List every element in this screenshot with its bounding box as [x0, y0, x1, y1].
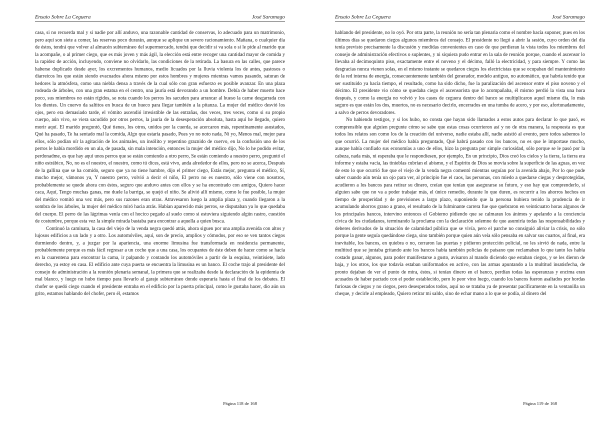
document-title: Ensaio Sobre La Ceguera — [335, 14, 391, 20]
author-name: José Saramago — [551, 14, 585, 20]
paragraph: No habiendo testigos, y si los hubo, no consta que hayan sido llamados a estos autos para declarar lo que pasó, es comprensible que alguien pregunte cómo se sabe que estas cosas ocurrieron así y no de otra manera, la respuesta es que todos los relatos son como los de la creación del universo, nadie estaba allí, nadie asistió al evento, pero todos sabemos lo que ocurrió. La mujer del médico había preguntado, Qué habrá pasado con los bancos, no es que le importase mucho, aunque había confiado sus economías a uno de ellos, hizo la pregunta por simple curiosidad, sólo porque se le pasó por la cabeza, nada más, ni esperaba que le respondiesen, por ejemplo, En un principio, Dios creó los cielos y la tierra, la tierra era informe y estaba vacía, las tinieblas cubrían el abismo, y el Espíritu de Dios se movía sobre la superficie de las aguas, en vez de esto lo que ocurrió fue que el viejo de la venda negra comentó mientras seguían por la avenida abajo, Por lo que pude saber cuando aún tenía un ojo para ver, al principio fue el caos, las personas, con miedo a quedarse ciegas y desprotegidas, acudieron a los bancos para retirar su dinero, creían que tenían que asegurarse su futuro, y eso hay que comprenderlo, si alguien sabe que no va a poder trabajar más, el único remedio, durante lo que duren, es recurrir a los ahorros hechos en tiempo de prosperidad y de previsiones a largo plazo, suponiendo que la persona hubiera tenido la prudencia de ir acumulando ahorros grano a grano, el resultado de la fulminante carrera fue que quebraron en veinticuatro horas algunos de los principales bancos, intervino entonces el Gobierno pidiendo que se calmaran los ánimos y apelando a la conciencia cívica de los ciudadanos, terminando la proclama con la declaración solemne de que asumiría todas las responsabilidades y deberes derivados de la situación de calamidad pública que se vivía, pero el parche no consiguió aliviar la crisis, no sólo porque la gente seguía quedándose ciega, sino también porque quien aún veía sólo pensaba en salvar sus cuartos, al final, era inevitable, los bancos, en quiebra o no, cerraron las puertas y pidieron protección policial, no les sirvió de nada, entre la multitud que se juntaba gritando ante los bancos había también policías de paisano que reclamaban lo que tanto les había costado ganar, algunos, para poder manifestarse a gusto, avisaron al mando diciendo que estaban ciegos, y se les dieron de baja, y los otros, los que todavía estaban uniformados en activo, con las armas apuntando a la multitud insatisfecha, de pronto dejaban de ver el punto de mira, éstos, si tenían dinero en el banco, perdían todas las esperanzas y encima eran acusados de haber pactado con el poder establecido, pero lo peor vino luego, cuando los bancos fueron asaltados por hordas furiosas de ciegos y no ciegos, pero desesperados todos, aquí no se trataba ya de presentar pacíficamente en la ventanilla un cheque, y decirle al empleado, Quiero retirar mi saldo, sino de echar mano a lo que se podía, al dinero del — [335, 117, 585, 297]
page-right — [300, 0, 600, 424]
page-body — [35, 30, 285, 402]
page-number: Página 118 de 168 — [223, 401, 257, 406]
page-footer — [335, 401, 585, 406]
page-body — [335, 30, 585, 402]
page-header — [335, 14, 585, 22]
page-number: Página 119 de 168 — [523, 401, 557, 406]
author-name: José Saramago — [251, 14, 285, 20]
document-title: Ensaio Sobre La Ceguera — [35, 14, 91, 20]
paragraph: hablando del presidente, no lo oyó. Por otra parte, la reunión no sería tan plenaria como el nombre hacía suponer, pues en los últimos días se quedaron ciegos algunos miembros del consejo. El presidente no llegó a abrir la sesión, cuyo orden del día tenía previsto precisamente la discusión y medidas convenientes en caso de que perdieran la vista todos los miembros del consejo de administración efectivos o suplentes, y ni siquiera pudo entrar en la sala de reunión porque, cuando el ascensor lo llevaba al decimoquinto piso, exactamente entre el noveno y el décimo, falló la electricidad, y para siempre. Y como las desgracias nunca vienen solas, en el mismo instante se quedaron ciegos los electricistas que se ocupaban del mantenimiento de la red interna de energía, consecuentemente también del generador, modelo antiguo, no automático, que habría tenido que ser sustituido ya hacía tiempo, el resultado, como ha sido dicho, fue la paralización del ascensor entre el piso noveno y el décimo. El presidente vio cómo se quedaba ciego el ascensorista que lo acompañaba, él mismo perdió la vista una hora después, y como la energía no volvió y los casos de ceguera dentro del banco se multiplicaron aquel mismo día, lo más seguro es que están los dos, muertos, no es necesario decirlo, encerrados en una tumba de acero, y por eso, afortunadamente, a salvo de perros devoradores. — [335, 30, 585, 116]
page-footer — [35, 401, 285, 406]
page-header — [35, 14, 285, 22]
paragraph: casa, si no recuerda mal y si nadie por allí anduvo, una razonable cantidad de conservas, lo adecuado para un matrimonio, pero aquí son siete a comer, las reservas poco durarán, aunque se aplique un severo racionamiento. Mañana, o cualquier día de éstos, tendrá que volver al almacén subterráneo del supermercado, tendrá que decidir si va sola o si le pide al marido que la acompañe, o al primer ciego, que es más joven y más ágil, la elección está entre recoger una cantidad mayor de comida y la rapidez de acción, incluyendo, conviene no olvidarlo, las condiciones de la retirada. La basura en las calles, que parece haberse duplicado desde ayer, los excrementos humanos, medio licuados por la lluvia violenta los de antes, pastosos o diarreicos los que están siendo evacuados ahora mismo por estos hombres y mujeres mientras vamos pasando, saturan de hedores la atmósfera, como una niebla densa a través de la cual sólo con gran esfuerzo es posible avanzar. En una plaza rodeada de árboles, con una gran estatua en el centro, una jauría está devorando a un hombre. Debía de haber muerto hace poco, sus miembros no están rígidos, se nota cuando los perros los sacuden para arrancar al hueso la carne desgarrada con los dientes. Un cuervo da saltitos en busca de un hueco para llegar también a la pitanza. La mujer del médico desvió los ojos, pero era demasiado tarde, el vómito ascendió irresistible de las entrañas, dos veces, tres veces, como si su propio cuerpo, aún vivo, se viera sacudido por otros perros, la jauría de la desesperación absoluta, hasta aquí he llegado, quiero morir aquí. El marido preguntó, Qué tienes, los otros, unidos por la cuerda, se acercaron más, repentinamente asustados, Qué ha pasado, Te ha sentado mal la comida, Algo que estaría pasado, Pues yo no noto nada, Ni yo, Menos mal, mejor para ellos, sólo podían oír la agitación de los animales, un insólito y repentino graznido de cuervo, en la confusión uno de los perros le había mordido en un ala, de pasada, sin mala intención, entonces la mujer del médico dijo, No lo he podido evitar, perdonadme, es que hay aquí unos perros que se están comiendo a otro perro, Se están comiendo a nuestro perro, preguntó el niño estrábico, No, no es el nuestro, el nuestro, como tú dices, está vivo, anda alrededor de ellos, pero no se acerca, Después de la gallina que se ha comido, seguro que ya no tiene hambre, dijo el primer ciego, Estás mejor, pregunta el médico, Sí, mucho mejor, vámonos ya, Y nuestro perro, volvió a decir el niño, El perro no es nuestro, sólo viene con nosotros, probablemente se quede ahora con éstos, seguro que anduvo antes con ellos y se ha encontrado con amigos, Quiero hacer caca, Aquí, Tengo muchas ganas, me duele la barriga, se quejó el niño. Se alivió allí mismo, como le fue posible, la mujer del médico vomitó una vez más, pero sus razones eran otras. Atravesaron luego la amplia plaza y, cuando llegaron a la sombra de los árboles, la mujer del médico miró hacia atrás. Habían aparecido más perros, se disputaban ya lo que quedaba del cuerpo. El perro de las lágrimas venía con el hocico pegado al suelo como si estuviera siguiendo algún rastro, cuestión de costumbre, porque esta vez la simple mirada bastaba para encontrar a aquella a quien busca. — [35, 30, 285, 224]
paragraph: Continuó la caminata, la casa del viejo de la venda negra quedó atrás, ahora siguen por una amplia avenida con altos y lujosos edificios a un lado y a otro. Los automóviles, aquí, son de precio, amplios y cómodos, por eso se ven tantos ciegos durmiendo dentro, y, a juzgar por la apariencia, una enorme limusina fue transformada en residencia permanente, probablemente porque es más fácil regresar a un coche que a una casa, los ocupantes de éste deben de hacer como se hacía en la cuarentena para encontrar la cama, ir palpando y contando los automóviles a partir de la esquina, veintisiete, lado derecho, ya estoy en casa. El edificio ante cuya puerta se encuentra la limusina es un banco. El coche trajo al presidente del consejo de administración a la reunión plenaria semanal, la primera que se realizaba desde la declaración de la epidemia de mal blanco, y luego no hubo tiempo para llevarlo al garaje subterráneo donde esperaría hasta el final de los debates. El chofer se quedó ciego cuando el presidente entraba en el edificio por la puerta principal, como le gustaba hacer, dio aún un grito, estamos hablando del chofer, pero él, estamos — [35, 225, 285, 297]
page-right-content — [335, 14, 585, 406]
page-left-content — [35, 14, 285, 406]
